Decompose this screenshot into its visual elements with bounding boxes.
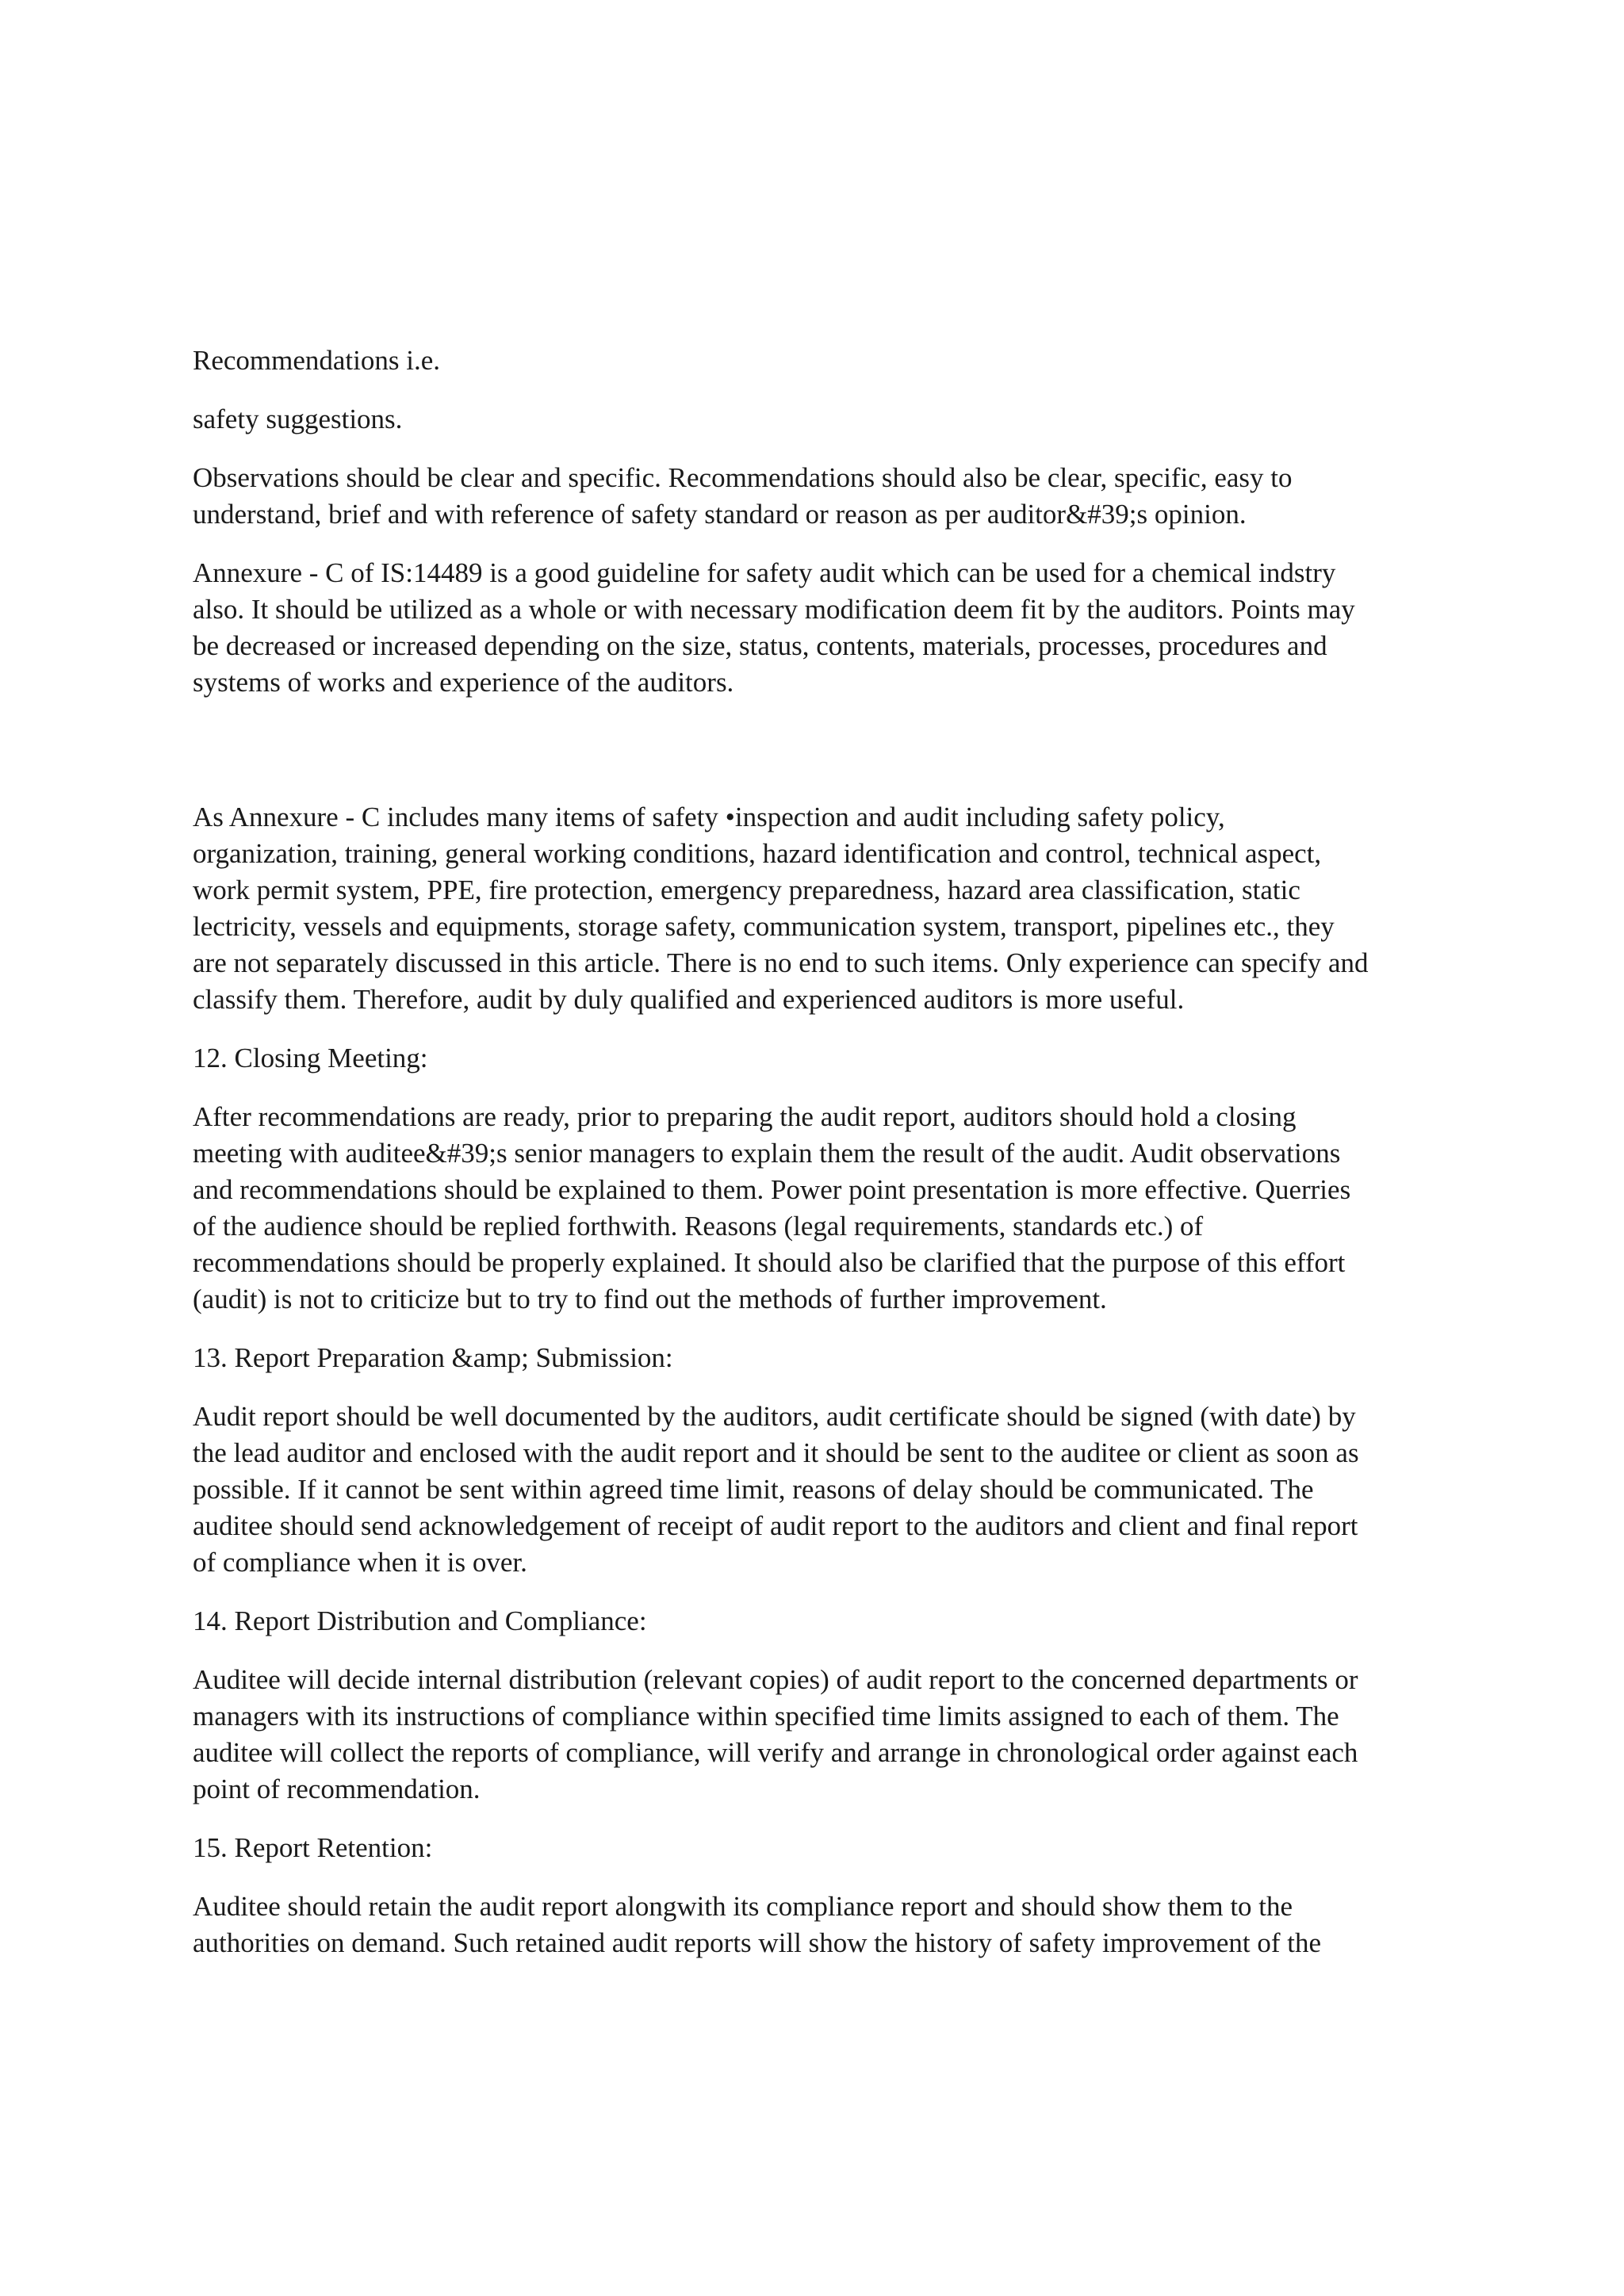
paragraph-report-retention: Auditee should retain the audit report alongwith its compliance report and should show them to the authorities on demand. Such retained audit reports will show the history of safety improvement of the [193, 1891, 1322, 1958]
paragraph-report-preparation: Audit report should be well documented by the auditors, audit certificate should be signed (with date) by the lead auditor and enclosed with the audit report and it should be sent to the auditee or client as soon as possible. If it cannot be sent within agreed time limit, reasons of delay should be communicated. The auditee should send acknowledgement of receipt of audit report to the auditors and client and final report of compliance when it is over. [193, 1401, 1359, 1578]
paragraph-report-distribution: Auditee will decide internal distribution (relevant copies) of audit report to the concerned departments or managers with its instructions of compliance within specified time limits assigned to each of them. The auditee will collect the reports of compliance, will verify and arrange in chronological order against each point of recommendation. [193, 1664, 1358, 1804]
paragraph-annexure-items: As Annexure - C includes many items of safety •inspection and audit including safety policy, organization, training, general working conditions, hazard identification and control, technical aspect, work permit system, PPE, fire protection, emergency preparedness, hazard area classification, static lectricity, vessels and equipments, storage safety, communication system, transport, pipelines etc., they are not separately discussed in this article. There is no end to such items. Only experience can specify and classify them. Therefore, audit by duly qualified and experienced auditors is more useful. [193, 802, 1369, 1015]
heading-closing-meeting: 12. Closing Meeting: [193, 1043, 428, 1073]
paragraph-observations: Observations should be clear and specific. Recommendations should also be clear, specific, easy to understand, brief and with reference of safety standard or reason as per auditor&#39;s opinion. [193, 462, 1293, 530]
document-body [193, 342, 1461, 1984]
paragraph-annexure-guideline: Annexure - C of IS:14489 is a good guideline for safety audit which can be used for a chemical indstry also. It should be utilized as a whole or with necessary modification deem fit by the auditors. Points may be decreased or increased depending on the size, status, contents, materials, processes, procedures and systems of works and experience of the auditors. [193, 557, 1355, 698]
heading-report-retention: 15. Report Retention: [193, 1832, 433, 1863]
paragraph-closing-meeting: After recommendations are ready, prior to preparing the audit report, auditors should hold a closing meeting with auditee&#39;s senior managers to explain them the result of the audit. Audit observations and recommendations should be explained to them. Power point presentation is more effective. Querries of the audience should be replied forthwith. Reasons (legal requirements, standards etc.) of recommendations should be properly explained. It should also be clarified that the purpose of this effort (audit) is not to criticize but to try to find out the methods of further improvement. [193, 1101, 1351, 1314]
paragraph-safety-suggestions: safety suggestions. [193, 404, 403, 434]
paragraph-recommendations: Recommendations i.e. [193, 345, 441, 376]
heading-report-distribution: 14. Report Distribution and Compliance: [193, 1605, 647, 1636]
heading-report-preparation: 13. Report Preparation &amp; Submission: [193, 1342, 673, 1373]
